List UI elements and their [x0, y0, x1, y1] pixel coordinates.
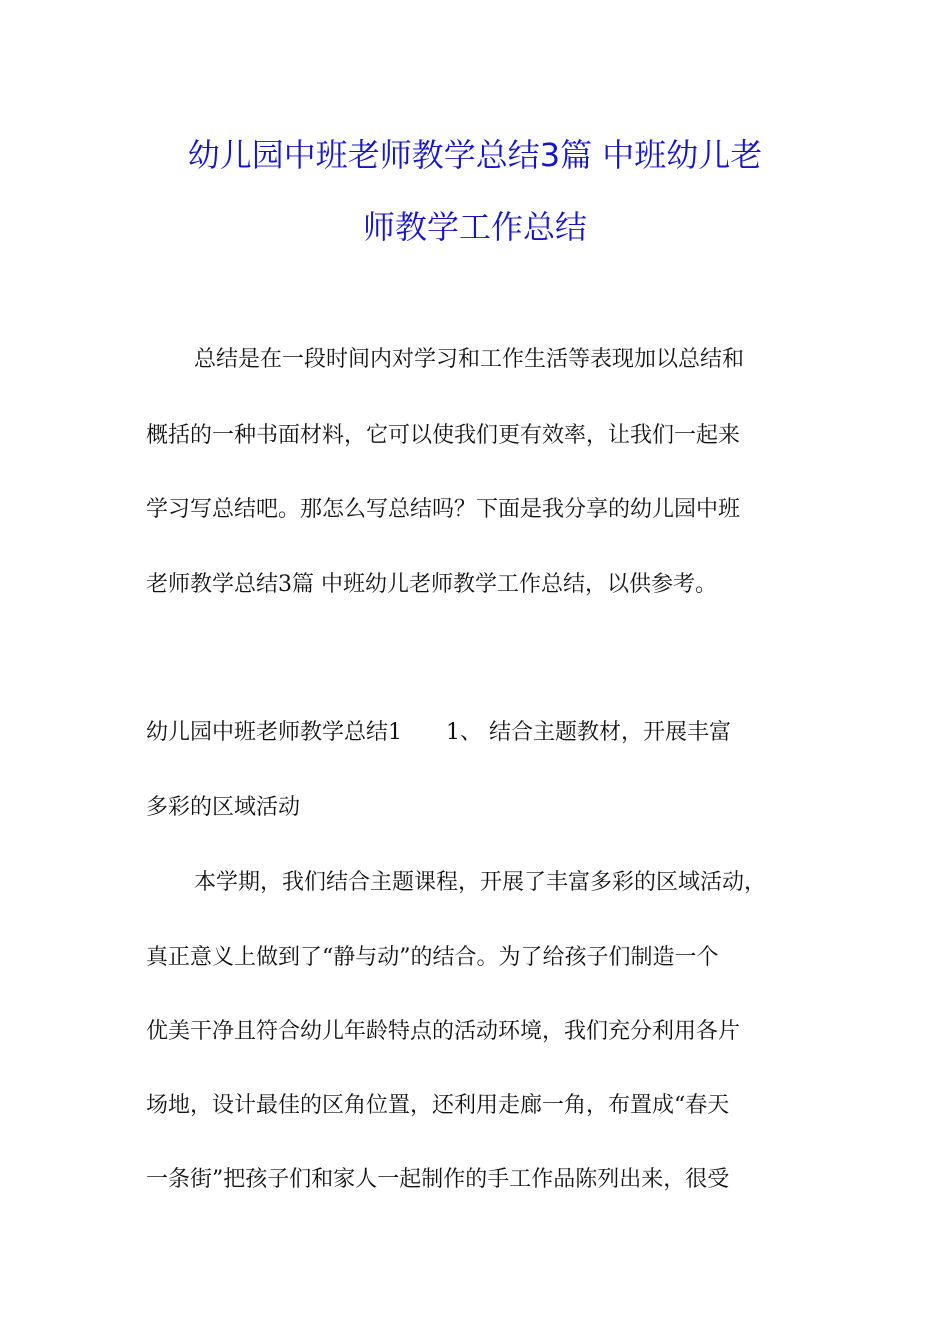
body-line-5: 一条街”把孩子们和家人一起制作的手工作品陈列出来，很受 [146, 1167, 730, 1192]
intro-line-4: 老师教学总结3篇 中班幼儿老师教学工作总结，以供参考。 [146, 572, 717, 597]
body-line-1: 本学期，我们结合主题课程，开展了丰富多彩的区域活动， [194, 870, 767, 895]
section-heading [146, 718, 731, 748]
section-heading-item: 1、 结合主题教材，开展丰富 [446, 720, 731, 745]
body-line-2: 真正意义上做到了“静与动”的结合。为了给孩子们制造一个 [146, 945, 719, 970]
body-line-3: 优美干净且符合幼儿年龄特点的活动环境，我们充分利用各片 [146, 1019, 741, 1044]
intro-line-2: 概括的一种书面材料，它可以使我们更有效率，让我们一起来 [146, 423, 741, 448]
section-heading-continued: 多彩的区域活动 [146, 795, 301, 820]
document-title-line-1: 幼儿园中班老师教学总结3篇 中班幼儿老 [187, 136, 763, 174]
intro-line-1: 总结是在一段时间内对学习和工作生活等表现加以总结和 [194, 347, 745, 372]
section-heading-label: 幼儿园中班老师教学总结1 [146, 720, 402, 745]
intro-line-3: 学习写总结吧。那怎么写总结吗？下面是我分享的幼儿园中班 [146, 497, 741, 522]
body-line-4: 场地，设计最佳的区角位置，还利用走廊一角，布置成“春天 [146, 1093, 730, 1118]
document-title-line-2: 师教学工作总结 [362, 208, 587, 246]
